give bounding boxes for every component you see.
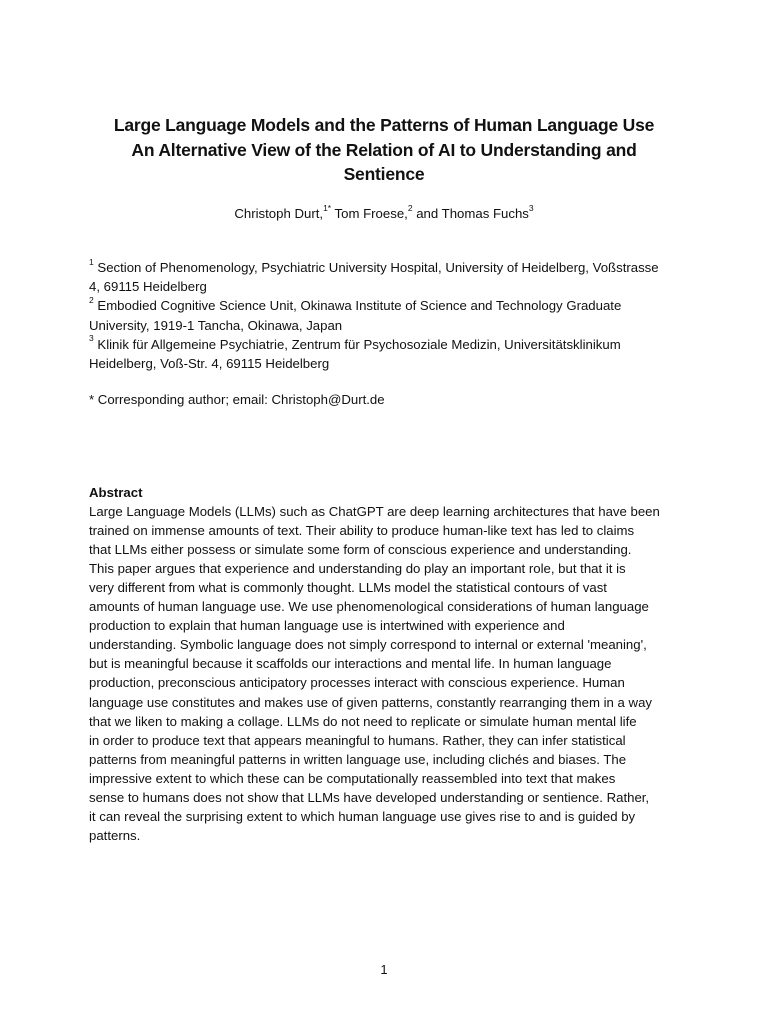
- author-affiliation-marker: 1*: [323, 202, 332, 213]
- title-line-2: An Alternative View of the Relation of AI to Understanding and: [131, 139, 637, 160]
- affiliation-line: University, 1919-1 Tancha, Okinawa, Japan: [89, 317, 343, 333]
- author-name: Tom Froese,: [331, 206, 408, 221]
- abstract-line: that we liken to making a collage. LLMs do not need to replicate or simulate human mental life: [89, 713, 637, 729]
- abstract-line: production, preconscious anticipatory processes interact with conscious experience. Human: [89, 675, 625, 691]
- affiliations: [89, 258, 689, 373]
- affiliation-item: [89, 335, 689, 373]
- abstract-line: it can reveal the surprising extent to which human language use gives rise to and is guided by: [89, 808, 636, 824]
- corresponding-author-note: * Corresponding author; email: Christoph@Durt.de: [89, 392, 385, 407]
- title-line-1: Large Language Models and the Patterns of Human Language Use: [113, 115, 655, 135]
- abstract-line: amounts of human language use. We use phenomenological considerations of human language: [89, 599, 649, 615]
- abstract-line: understanding. Symbolic language does not simply correspond to internal or external 'meaning',: [89, 637, 647, 653]
- author-affiliation-marker: 2: [407, 202, 413, 213]
- affiliation-text: Section of Phenomenology, Psychiatric University Hospital, University of Heidelberg, Voßstrasse: [93, 260, 659, 275]
- abstract-line: that LLMs either possess or simulate some form of conscious experience and understanding.: [89, 542, 632, 558]
- affiliation-text: Embodied Cognitive Science Unit, Okinawa Institute of Science and Technology Graduate: [93, 298, 622, 314]
- affiliation-number: 2: [89, 295, 94, 306]
- abstract-body: [89, 502, 681, 845]
- title-line-3: Sentience: [343, 164, 425, 184]
- affiliation-line: [89, 258, 689, 277]
- abstract-line: sense to humans does not show that LLMs have developed understanding or sentience. Rather,: [89, 789, 650, 805]
- abstract-heading: Abstract: [89, 485, 143, 500]
- abstract-line: This paper argues that experience and understanding do play an important role, but that it is: [89, 561, 626, 577]
- abstract-line: trained on immense amounts of text. Their ability to produce human-like text has led to claims: [89, 523, 635, 539]
- author-name: Christoph Durt,: [234, 206, 324, 221]
- author-affiliation-marker: 3: [528, 202, 534, 213]
- author-list: [60, 202, 708, 223]
- page-number: 1: [380, 962, 388, 977]
- abstract-line: impressive extent to which these can be computationally reassembled into text that makes: [89, 770, 616, 786]
- abstract-line: patterns from meaningful patterns in written language use, including clichés and biases. The: [89, 751, 627, 767]
- abstract-line: but is meaningful because it scaffolds our interactions and mental life. In human language: [89, 656, 612, 672]
- abstract-line: Large Language Models (LLMs) such as ChatGPT are deep learning architectures that have been: [89, 504, 660, 520]
- affiliation-line: 4, 69115 Heidelberg: [89, 279, 207, 295]
- affiliation-text: Klinik für Allgemeine Psychiatrie, Zentrum für Psychosoziale Medizin, Universitätsklinikum: [93, 336, 621, 352]
- abstract-line: production to explain that human language use is intertwined with experience and: [89, 618, 565, 634]
- abstract-line: in order to produce text that appears meaningful to humans. Rather, they can infer statistical: [89, 732, 626, 748]
- author-name: and Thomas Fuchs: [412, 206, 529, 221]
- affiliation-item: [89, 258, 689, 296]
- affiliation-line: [89, 296, 689, 315]
- affiliation-number: 3: [89, 333, 94, 344]
- abstract-line: very different from what is commonly thought. LLMs model the statistical contours of vast: [89, 580, 607, 596]
- abstract-line: patterns.: [89, 827, 141, 843]
- abstract: [89, 483, 681, 845]
- affiliation-number: 1: [89, 256, 94, 267]
- affiliation-line: [89, 335, 689, 354]
- paper-title: [60, 113, 708, 187]
- affiliation-line: Heidelberg, Voß-Str. 4, 69115 Heidelberg: [89, 356, 330, 372]
- abstract-line: language use constitutes and makes use of given patterns, constantly rearranging them in a way: [89, 694, 652, 710]
- affiliation-item: [89, 296, 689, 334]
